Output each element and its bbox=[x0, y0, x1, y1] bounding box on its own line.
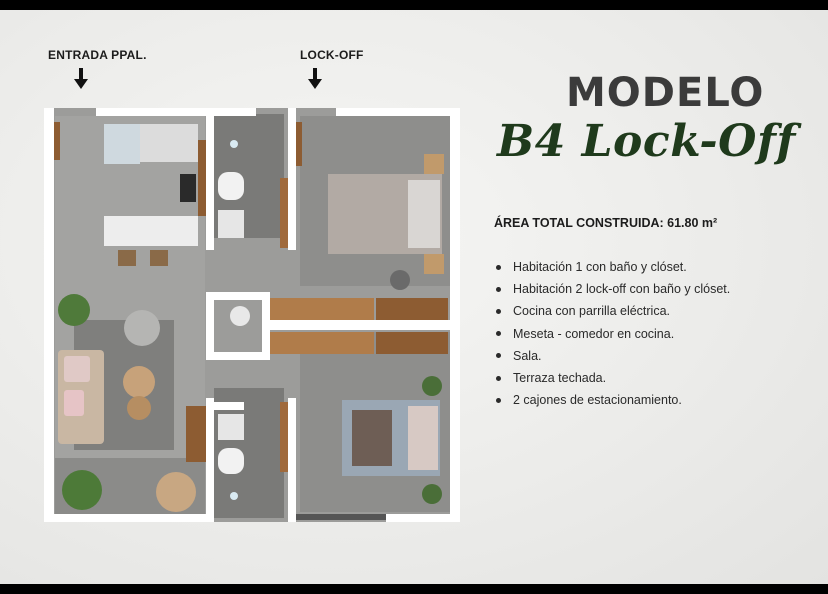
wall-core-bottom bbox=[206, 352, 270, 360]
list-item: Terraza techada. bbox=[494, 367, 730, 389]
bullet-icon bbox=[496, 398, 501, 403]
nightstand-1b bbox=[424, 254, 444, 274]
door-entry bbox=[54, 122, 60, 160]
door-kitchen bbox=[198, 140, 206, 216]
blanket-2 bbox=[352, 410, 392, 466]
wall-bath1-top bbox=[214, 108, 256, 116]
window-bottom bbox=[296, 514, 386, 520]
total-area: ÁREA TOTAL CONSTRUIDA: 61.80 m² bbox=[494, 216, 718, 230]
plant-living bbox=[58, 294, 90, 326]
brochure-page bbox=[0, 10, 828, 584]
sink-2 bbox=[218, 414, 244, 440]
bullet-icon bbox=[496, 309, 501, 314]
stool-2 bbox=[150, 250, 168, 266]
features-list bbox=[494, 256, 730, 411]
list-item: Habitación 2 lock-off con baño y clóset. bbox=[494, 278, 730, 300]
wall-bedroom-divider bbox=[270, 320, 450, 330]
bullet-icon bbox=[496, 353, 501, 358]
sink-1 bbox=[218, 210, 244, 238]
armchair bbox=[124, 310, 160, 346]
cushion-2 bbox=[64, 390, 84, 416]
coffee-table-2 bbox=[127, 396, 151, 420]
closet-desk-1 bbox=[376, 298, 448, 320]
wall-top-bedroom bbox=[336, 108, 460, 116]
main-entrance-label: ENTRADA PPAL. bbox=[48, 48, 147, 62]
pillows-1 bbox=[408, 180, 440, 248]
wall-core-left bbox=[206, 292, 214, 360]
bullet-icon bbox=[496, 265, 501, 270]
wall-left bbox=[44, 108, 54, 522]
wall-top-kitchen bbox=[96, 108, 208, 116]
list-item: Sala. bbox=[494, 345, 730, 367]
model-name: B4 Lock-Off bbox=[497, 116, 796, 167]
door-lockoff bbox=[296, 122, 302, 166]
lock-off-label: LOCK-OFF bbox=[300, 48, 364, 62]
wall-bath2-top bbox=[214, 402, 244, 410]
plant-terrace bbox=[62, 470, 102, 510]
closet-desk-2 bbox=[376, 332, 448, 354]
plant-bed2b bbox=[422, 484, 442, 504]
wall-bath2-right bbox=[288, 398, 296, 522]
plant-bed2a bbox=[422, 376, 442, 396]
bullet-icon bbox=[496, 287, 501, 292]
wall-core-top bbox=[206, 292, 266, 300]
tv-console bbox=[186, 406, 206, 462]
shower-1 bbox=[230, 140, 238, 148]
shower-2 bbox=[230, 492, 238, 500]
terrace-chair bbox=[156, 472, 196, 512]
cushion-1 bbox=[64, 356, 90, 382]
toilet-2 bbox=[218, 448, 244, 474]
wall-bath1-right bbox=[288, 108, 296, 250]
door-bath2 bbox=[280, 402, 288, 472]
bullet-icon bbox=[496, 331, 501, 336]
kitchen-counter bbox=[140, 124, 198, 162]
list-item: Meseta - comedor en cocina. bbox=[494, 323, 730, 345]
wall-bottom-right bbox=[386, 514, 460, 522]
fridge bbox=[104, 124, 140, 164]
nightstand-1a bbox=[424, 154, 444, 174]
wall-bottom-left bbox=[44, 514, 206, 522]
stove bbox=[180, 174, 196, 202]
wall-bath1-left bbox=[206, 108, 214, 250]
island-counter bbox=[104, 216, 198, 246]
arrow-down-icon bbox=[74, 68, 88, 90]
closet-2 bbox=[270, 332, 374, 354]
bullet-icon bbox=[496, 376, 501, 381]
list-item: Habitación 1 con baño y clóset. bbox=[494, 256, 730, 278]
closet-1 bbox=[270, 298, 374, 320]
wall-core-right bbox=[262, 292, 270, 360]
list-item: 2 cajones de estacionamiento. bbox=[494, 389, 730, 411]
wall-right bbox=[450, 108, 460, 522]
pillows-2 bbox=[408, 406, 438, 470]
coffee-table-1 bbox=[123, 366, 155, 398]
washer bbox=[230, 306, 250, 326]
toilet-1 bbox=[218, 172, 244, 200]
arrow-down-icon bbox=[308, 68, 322, 90]
door-bath1 bbox=[280, 178, 288, 248]
list-item: Cocina con parrilla eléctrica. bbox=[494, 300, 730, 322]
wall-bath2-left bbox=[206, 398, 214, 522]
desk-chair bbox=[390, 270, 410, 290]
model-title: MODELO bbox=[566, 70, 765, 116]
stool-1 bbox=[118, 250, 136, 266]
